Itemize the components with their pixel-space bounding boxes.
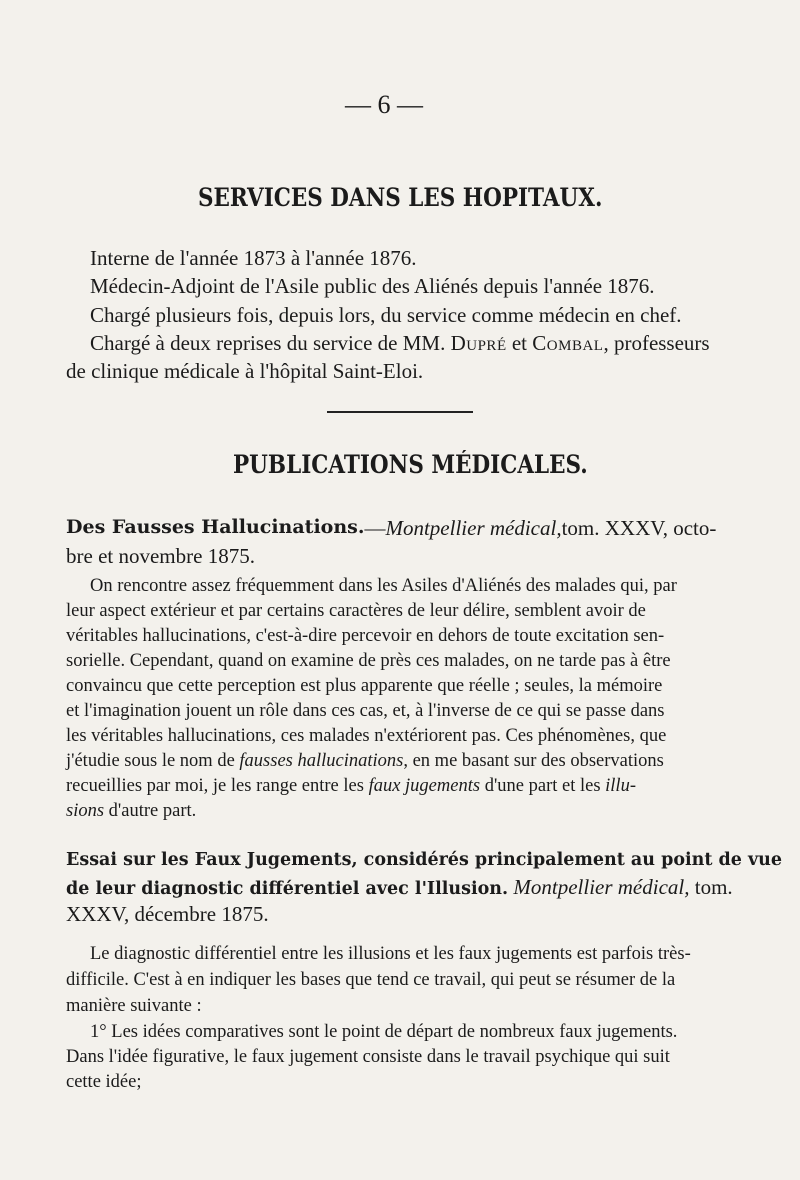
pub2-body-line-6: cette idée;	[66, 1072, 142, 1092]
section-title-services: SERVICES DANS LES HOPITAUX.	[198, 183, 603, 212]
service-line-1: Interne de l'année 1873 à l'année 1876.	[90, 246, 417, 270]
pub1-body-line-1: On rencontre assez fréquemment dans les Asiles d'Aliénés des malades qui, par	[90, 576, 677, 596]
section-divider	[327, 411, 473, 413]
pub2-body-line-3: manière suivante :	[66, 996, 202, 1016]
section-title-publications: PUBLICATIONS MÉDICALES.	[233, 450, 588, 479]
service-line-4: Chargé à deux reprises du service de MM. Dupré et Combal, professeurs	[90, 331, 710, 355]
pub1-body-line-10: sions d'autre part.	[66, 801, 197, 821]
pub2-ref-end: XXXV, décembre 1875.	[66, 902, 269, 926]
pub2-body-line-2: difficile. C'est à en indiquer les bases que tend ce travail, qui peut se résumer de la	[66, 970, 676, 990]
pub1-body-line-3: véritables hallucinations, c'est-à-dire percevoir en dehors de toute excitation sen-	[66, 626, 665, 646]
pub1-body-line-6: et l'imagination jouent un rôle dans ces cas, et, à l'inverse de ce qui se passe dans	[66, 701, 665, 721]
name-combal: Combal	[532, 331, 604, 355]
service-line-5: de clinique médicale à l'hôpital Saint-Eloi.	[66, 359, 424, 383]
pub2-title-line-1: Essai sur les Faux Jugements, considérés principalement au point de vue	[66, 850, 783, 870]
pub1-ref-end: bre et novembre 1875.	[66, 544, 255, 568]
pub1-ref: tom. XXXV, octo-	[561, 516, 717, 540]
name-dupre: Dupré	[450, 331, 507, 355]
pub1-title: Des Fausses Hallucinations.	[66, 516, 365, 538]
page-number: — 6 —	[345, 90, 423, 119]
pub2-journal: Montpellier médical,	[513, 875, 690, 899]
pub1-title-line: Des Fausses Hallucinations. — Montpellier médical, tom. XXXV, octo-	[66, 516, 717, 540]
pub1-body-line-7: les véritables hallucinations, ces malades n'extériorent pas. Ces phénomènes, que	[66, 726, 667, 746]
pub1-body-line-8: j'étudie sous le nom de fausses hallucinations, en me basant sur des observations	[66, 751, 664, 771]
pub1-journal: Montpellier médical,	[385, 516, 562, 540]
pub2-body-line-1: Le diagnostic différentiel entre les illusions et les faux jugements est parfois très-	[90, 944, 691, 964]
pub2-title-line-2: de leur diagnostic différentiel avec l'Illusion. Montpellier médical, tom.	[66, 875, 733, 899]
pub1-body-line-4: sorielle. Cependant, quand on examine de près ces malades, on ne tarde pas à être	[66, 651, 671, 671]
pub1-body-line-2: leur aspect extérieur et par certains caractères de leur délire, semblent avoir de	[66, 601, 646, 621]
pub1-body-line-5: convaincu que cette perception est plus apparente que réelle ; seules, la mémoire	[66, 676, 663, 696]
service-line-2: Médecin-Adjoint de l'Asile public des Aliénés depuis l'année 1876.	[90, 274, 655, 298]
service-line-3: Chargé plusieurs fois, depuis lors, du service comme médecin en chef.	[90, 303, 682, 327]
pub2-body-line-5: Dans l'idée figurative, le faux jugement consiste dans le travail psychique qui suit	[66, 1047, 670, 1067]
pub2-title: de leur diagnostic différentiel avec l'Illusion.	[66, 879, 509, 899]
pub1-body-line-9: recueillies par moi, je les range entre les faux jugements d'une part et les illu-	[66, 776, 636, 796]
pub2-body-line-4: 1° Les idées comparatives sont le point de départ de nombreux faux jugements.	[90, 1022, 678, 1042]
